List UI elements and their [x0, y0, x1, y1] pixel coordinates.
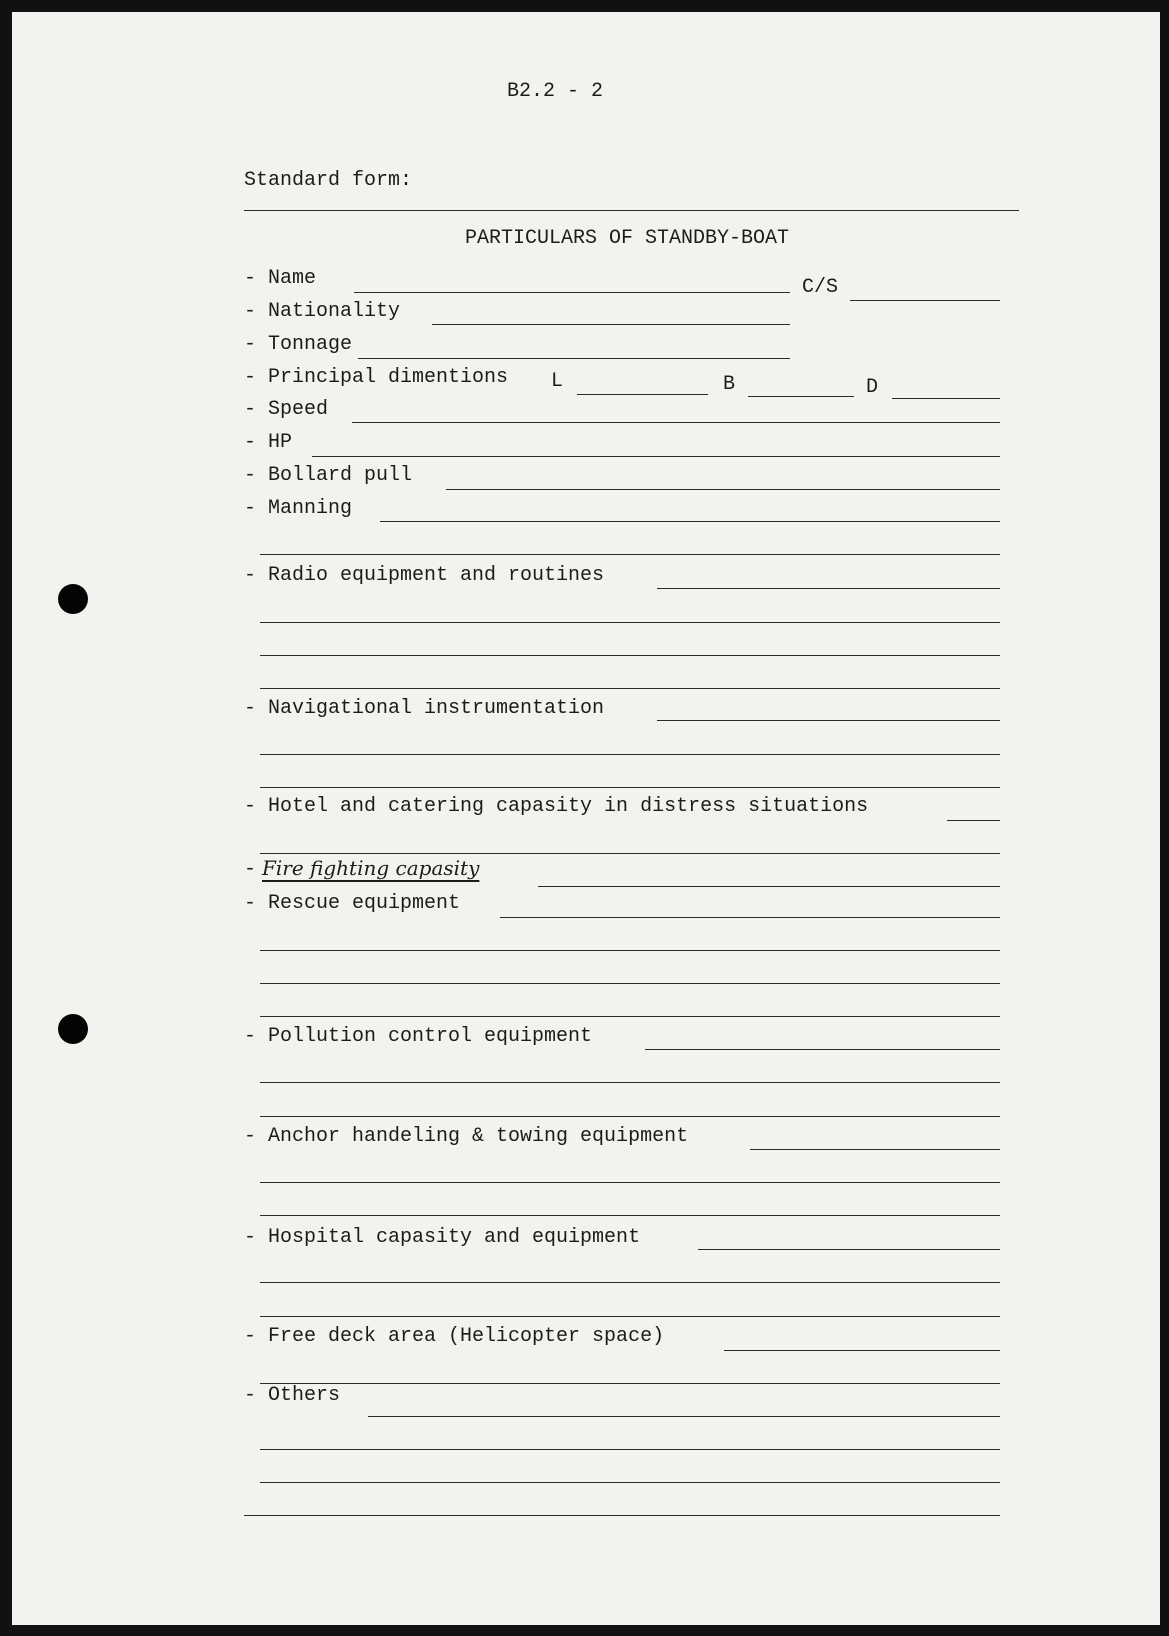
form-title: PARTICULARS OF STANDBY-BOAT	[465, 227, 790, 250]
label-navigational: - Navigational instrumentation	[244, 697, 605, 720]
page-number: B2.2 - 2	[507, 80, 604, 103]
label-dimensions: - Principal dimentions	[244, 366, 509, 389]
fill-line-hotel-2[interactable]	[260, 853, 1000, 854]
bottom-rule	[244, 1515, 1000, 1516]
fill-line-hp[interactable]	[312, 456, 1000, 457]
label-radio: - Radio equipment and routines	[244, 564, 605, 587]
fill-line-speed[interactable]	[352, 422, 1000, 423]
label-dim-b: B	[723, 373, 736, 396]
fill-line-others-3[interactable]	[260, 1482, 1000, 1483]
fill-line-navigational[interactable]	[657, 720, 1000, 721]
label-hp: - HP	[244, 431, 293, 454]
fill-line-hospital-3[interactable]	[260, 1316, 1000, 1317]
fill-line-callsign[interactable]	[850, 300, 1000, 301]
fill-line-radio-4[interactable]	[260, 688, 1000, 689]
label-callsign: C/S	[802, 276, 839, 299]
label-manning: - Manning	[244, 497, 353, 520]
label-bollard: - Bollard pull	[244, 464, 413, 487]
fill-line-tonnage[interactable]	[358, 358, 790, 359]
label-rescue: - Rescue equipment	[244, 892, 461, 915]
fill-line-fire[interactable]	[538, 886, 1000, 887]
fill-line-bollard[interactable]	[446, 489, 1000, 490]
fill-line-dim-b[interactable]	[748, 396, 854, 397]
fill-line-pollution-3[interactable]	[260, 1116, 1000, 1117]
fill-line-hospital-2[interactable]	[260, 1282, 1000, 1283]
fill-line-dim-d[interactable]	[892, 398, 1000, 399]
fill-line-pollution-2[interactable]	[260, 1082, 1000, 1083]
label-fire-dash: -	[244, 858, 257, 881]
fill-line-manning[interactable]	[380, 521, 1000, 522]
fill-line-anchor[interactable]	[750, 1149, 1000, 1150]
fill-line-anchor-2[interactable]	[260, 1182, 1000, 1183]
fill-line-deck[interactable]	[724, 1350, 1000, 1351]
fill-line-manning-2[interactable]	[260, 554, 1000, 555]
label-pollution: - Pollution control equipment	[244, 1025, 593, 1048]
fill-line-rescue-3[interactable]	[260, 983, 1000, 984]
fill-line-navigational-2[interactable]	[260, 754, 1000, 755]
document-page	[12, 12, 1160, 1625]
fill-line-hospital[interactable]	[698, 1249, 1000, 1250]
label-deck: - Free deck area (Helicopter space)	[244, 1325, 665, 1348]
fill-line-dim-l[interactable]	[577, 394, 708, 395]
label-dim-l: L	[551, 370, 564, 393]
fill-line-rescue-2[interactable]	[260, 950, 1000, 951]
form-label: Standard form:	[244, 169, 413, 192]
fill-line-hotel[interactable]	[947, 820, 1000, 821]
fill-line-radio[interactable]	[657, 588, 1000, 589]
punch-hole-top	[58, 584, 88, 614]
punch-hole-bottom	[58, 1014, 88, 1044]
form-rule	[244, 210, 1019, 211]
label-hospital: - Hospital capasity and equipment	[244, 1226, 641, 1249]
fill-line-radio-2[interactable]	[260, 622, 1000, 623]
fill-line-rescue-4[interactable]	[260, 1016, 1000, 1017]
label-others: - Others	[244, 1384, 341, 1407]
fill-line-others[interactable]	[368, 1416, 1000, 1417]
label-anchor: - Anchor handeling & towing equipment	[244, 1125, 689, 1148]
fill-line-nationality[interactable]	[432, 324, 790, 325]
label-dim-d: D	[866, 376, 879, 399]
label-speed: - Speed	[244, 398, 329, 421]
fill-line-radio-3[interactable]	[260, 655, 1000, 656]
label-nationality: - Nationality	[244, 300, 401, 323]
fill-line-name[interactable]	[354, 292, 790, 293]
fill-line-rescue[interactable]	[500, 917, 1000, 918]
fill-line-others-2[interactable]	[260, 1449, 1000, 1450]
fill-line-deck-2[interactable]	[260, 1383, 1000, 1384]
fill-line-pollution[interactable]	[645, 1049, 1000, 1050]
fill-line-navigational-3[interactable]	[260, 787, 1000, 788]
label-name: - Name	[244, 267, 317, 290]
label-fire-handwritten: Fire fighting capasity	[262, 856, 480, 880]
label-hotel: - Hotel and catering capasity in distress situations	[244, 795, 869, 818]
label-tonnage: - Tonnage	[244, 333, 353, 356]
fill-line-anchor-3[interactable]	[260, 1215, 1000, 1216]
